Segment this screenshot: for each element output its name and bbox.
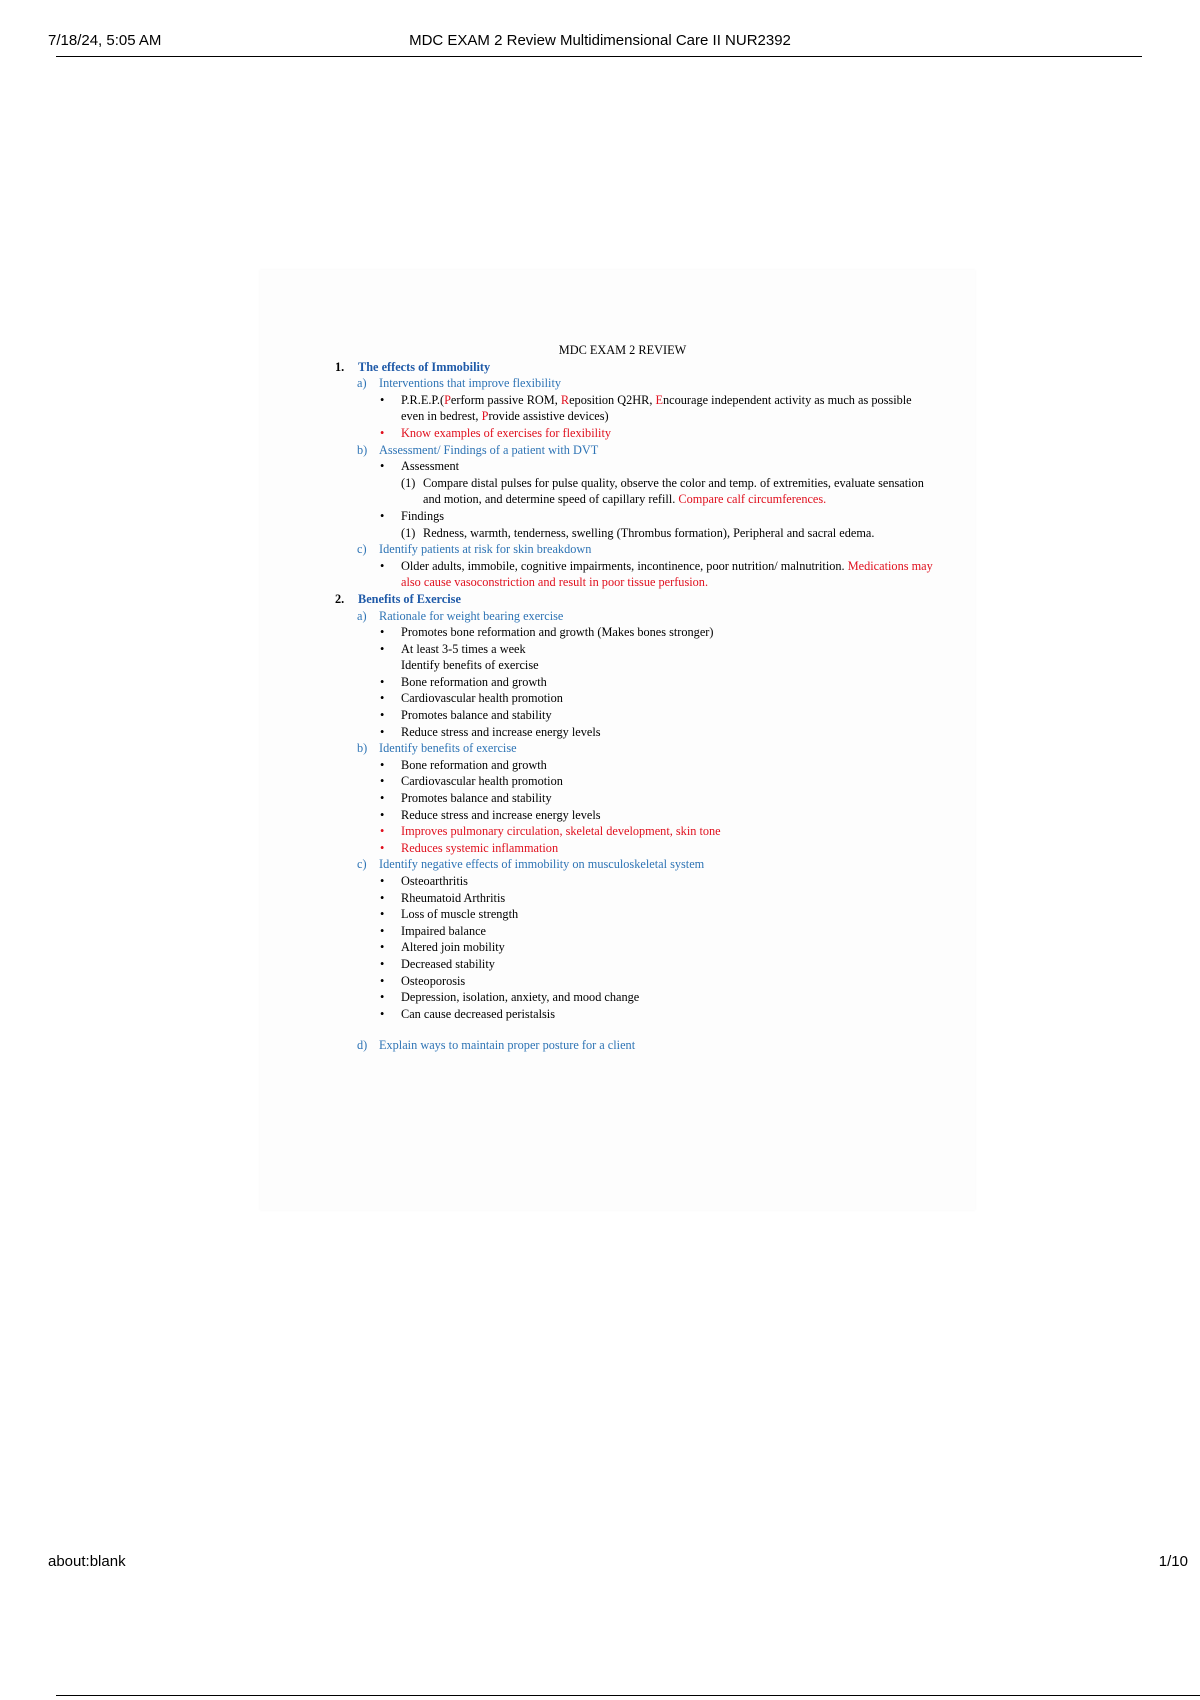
subsection-title: Identify patients at risk for skin breakdown — [379, 542, 592, 557]
subsection-title: Identify negative effects of immobility on musculoskeletal system — [379, 857, 705, 872]
subsection-letter: a) — [357, 608, 367, 623]
document-content — [335, 342, 935, 1054]
plain-line: Identify benefits of exercise — [401, 658, 539, 673]
bullet-item: • Altered join mobility — [335, 939, 935, 956]
section-heading — [335, 591, 935, 608]
numbered-item — [335, 525, 935, 542]
bullet-item: • Loss of muscle strength — [335, 906, 935, 923]
spacer — [335, 1022, 935, 1037]
bullet-item: • Cardiovascular health promotion — [335, 773, 935, 790]
highlight-letter: E — [655, 392, 664, 407]
print-title: MDC EXAM 2 Review Multidimensional Care II NUR2392 — [409, 32, 791, 49]
text-run: Older adults, immobile, cognitive impairments, incontinence, poor nutrition/ malnutrition. — [401, 558, 848, 573]
text-run: Compare distal pulses for pulse quality, observe the color and temp. of extremities, evaluate sensation and motion, and determine speed of capillary refill. — [423, 475, 924, 507]
item-number: (1) — [401, 475, 416, 490]
section-heading — [335, 359, 935, 376]
bullet-item: • Osteoarthritis — [335, 873, 935, 890]
bullet-item — [335, 392, 935, 425]
section-title: Benefits of Exercise — [358, 591, 461, 606]
subsection-letter: d) — [357, 1038, 368, 1053]
bullet-item — [335, 558, 935, 591]
bullet-item: • Improves pulmonary circulation, skeletal development, skin tone — [335, 823, 935, 840]
bullet-item: • Assessment — [335, 458, 935, 475]
print-url: about:blank — [48, 1553, 126, 1570]
highlight-text: Medications may also cause vasoconstriction and result in poor tissue perfusion. — [401, 558, 933, 590]
bullet-item: • Reduces systemic inflammation — [335, 840, 935, 857]
text-run: ncourage independent activity as much as possible even in bedrest, — [401, 392, 912, 424]
bullet-item: • Bone reformation and growth — [335, 674, 935, 691]
bullet-item: • Promotes balance and stability — [335, 707, 935, 724]
subsection-heading — [335, 856, 935, 873]
document-page — [260, 270, 975, 1210]
bullet-item: • Decreased stability — [335, 956, 935, 973]
bullet-item: • Bone reformation and growth — [335, 757, 935, 774]
print-date: 7/18/24, 5:05 AM — [48, 32, 162, 49]
item-number: (1) — [401, 525, 416, 540]
subsection-letter: a) — [357, 376, 367, 391]
bullet-item: • At least 3-5 times a week — [335, 641, 935, 658]
bullet-item: • Impaired balance — [335, 923, 935, 940]
bullet-item: • Depression, isolation, anxiety, and mood change — [335, 989, 935, 1006]
subsection-title: Rationale for weight bearing exercise — [379, 608, 564, 623]
subsection-heading — [335, 608, 935, 625]
text-run: Redness, warmth, tenderness, swelling (Thrombus formation), Peripheral and sacral edema. — [423, 525, 875, 540]
header-rule — [56, 56, 1142, 57]
bullet-item: • Rheumatoid Arthritis — [335, 890, 935, 907]
subsection-heading — [335, 442, 935, 459]
highlight-text: Compare calf circumferences. — [678, 492, 827, 507]
bullet-item: • Reduce stress and increase energy levels — [335, 807, 935, 824]
subsection-title: Explain ways to maintain proper posture for a client — [379, 1038, 636, 1053]
text-run: eposition Q2HR, — [569, 392, 656, 407]
section-title: The effects of Immobility — [358, 359, 491, 374]
bullet-item: • Osteoporosis — [335, 973, 935, 990]
bullet-item: • Promotes bone reformation and growth (Makes bones stronger) — [335, 624, 935, 641]
section-number: 1. — [335, 359, 345, 374]
text-run: rovide assistive devices) — [488, 409, 609, 424]
bullet-item: • Can cause decreased peristalsis — [335, 1006, 935, 1023]
subsection-title: Identify benefits of exercise — [379, 741, 517, 756]
bullet-item: • Promotes balance and stability — [335, 790, 935, 807]
subsection-heading — [335, 541, 935, 558]
bullet-item: • Reduce stress and increase energy levels — [335, 724, 935, 741]
subsection-letter: c) — [357, 857, 367, 872]
page-number: 1/10 — [1158, 1553, 1188, 1570]
text-run: erform passive ROM, — [450, 392, 561, 407]
bullet-item: • Know examples of exercises for flexibility — [335, 425, 935, 442]
subsection-letter: c) — [357, 542, 367, 557]
bullet-item: • Cardiovascular health promotion — [335, 690, 935, 707]
highlight-letter: R — [560, 392, 570, 407]
footer-rule — [56, 1695, 1200, 1696]
highlight-letter: P — [481, 409, 489, 424]
numbered-item — [335, 475, 935, 508]
subsection-heading — [335, 740, 935, 757]
subsection-letter: b) — [357, 442, 368, 457]
document-title: MDC EXAM 2 REVIEW — [558, 343, 687, 357]
subsection-letter: b) — [357, 741, 368, 756]
bullet-item: • Findings — [335, 508, 935, 525]
text-run: P.R.E.P.( — [401, 392, 445, 407]
subsection-title: Interventions that improve flexibility — [379, 376, 562, 391]
section-number: 2. — [335, 591, 345, 606]
subsection-heading — [335, 1037, 935, 1054]
subsection-title: Assessment/ Findings of a patient with DVT — [379, 442, 599, 457]
highlight-letter: P — [444, 392, 451, 407]
subsection-heading — [335, 375, 935, 392]
